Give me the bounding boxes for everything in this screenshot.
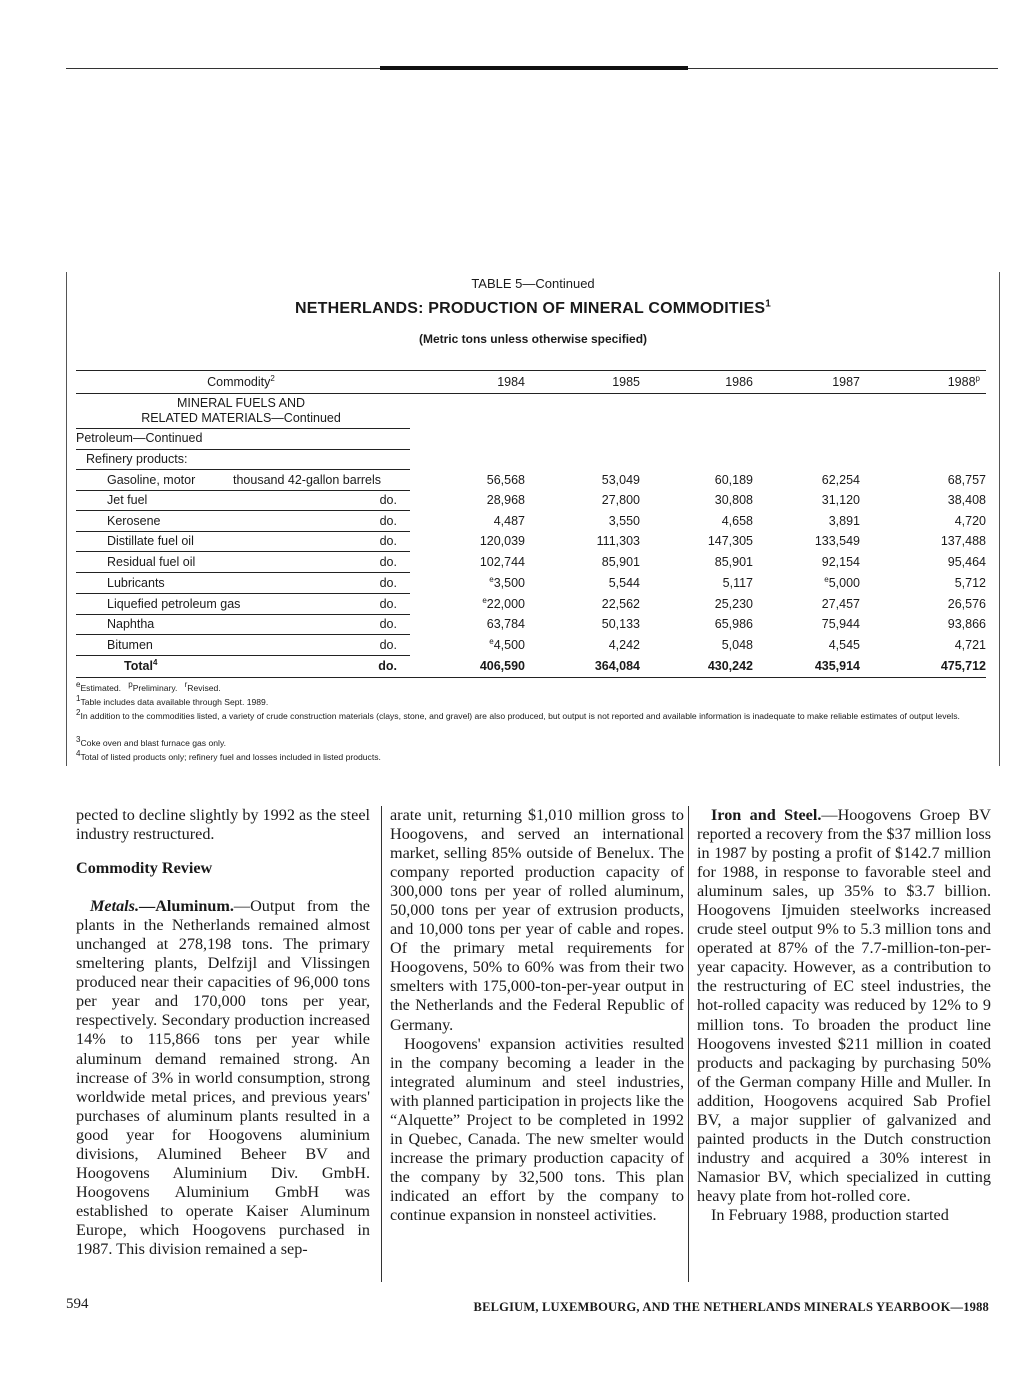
- row-commodity: Residual fuel oil: [107, 555, 196, 569]
- row-rule: [76, 469, 410, 470]
- row-rule: [76, 593, 410, 594]
- row-unit: do.: [379, 534, 397, 548]
- total-value: 475,712: [940, 659, 986, 673]
- row-unit: do.: [379, 576, 397, 590]
- table-number: TABLE 5—Continued: [471, 276, 595, 291]
- row-value: 26,576: [947, 597, 986, 611]
- row-rule: [76, 490, 410, 491]
- total-value: 430,242: [707, 659, 753, 673]
- row-commodity: Naphtha: [107, 617, 155, 631]
- row-commodity: Liquefied petroleum gas: [107, 597, 241, 611]
- total-value: 364,084: [594, 659, 640, 673]
- paragraph: arate unit, returning $1,010 million gross to Hoogovens, and served an international market, selling 85% outside of Benelux. The company reported production capacity of 300,000 tons per year of rolled aluminum, 50,000 tons per year of extrusion products, and 10,000 tons per year of cable and ropes. Of the primary metal requirements for Hoogovens, 50% to 60% was from their two smelters with 175,000-ton-per-year output in the Netherlands and the Federal Republic of Germany.: [390, 806, 684, 1034]
- row-value: 4,487: [493, 514, 525, 528]
- header-year: 1985: [612, 375, 640, 389]
- row-value: 93,866: [947, 617, 986, 631]
- text-column-2: [390, 806, 684, 1225]
- row-value: $^e$5,000: [824, 574, 860, 590]
- row-value: 5,544: [608, 576, 640, 590]
- row-value: $^e$4,500: [489, 636, 525, 652]
- paragraph: In February 1988, production started: [711, 1205, 949, 1224]
- total-unit: do.: [378, 659, 397, 673]
- page-number: 594: [66, 1296, 89, 1312]
- row-commodity: Bitumen: [107, 638, 153, 652]
- row-value: 133,549: [814, 534, 860, 548]
- row-value: 111,303: [596, 534, 640, 548]
- row-value: 147,305: [707, 534, 753, 548]
- row-unit: thousand 42-gallon barrels: [233, 473, 382, 487]
- row-unit: do.: [379, 493, 397, 507]
- row-value: 53,049: [601, 473, 640, 487]
- row-rule: [76, 510, 410, 511]
- table-title: NETHERLANDS: PRODUCTION OF MINERAL COMMODITIES$^1$: [295, 298, 771, 317]
- row-value: 50,133: [601, 617, 640, 631]
- row-rule: [76, 572, 410, 573]
- row-value: 27,800: [601, 493, 640, 507]
- row-value: $^e$3,500: [489, 574, 525, 590]
- row-value: 102,744: [479, 555, 525, 569]
- section-heading: Commodity Review: [76, 859, 213, 878]
- row-value: 68,757: [947, 473, 986, 487]
- header-top-rule: [76, 370, 986, 371]
- row-unit: do.: [379, 617, 397, 631]
- row-value: 28,968: [486, 493, 525, 507]
- row-value: 5,712: [954, 576, 986, 590]
- column-divider: [381, 806, 382, 1282]
- row-value: 65,986: [714, 617, 753, 631]
- row-value: 3,550: [608, 514, 640, 528]
- row-value: 63,784: [486, 617, 525, 631]
- total-value: 435,914: [814, 659, 860, 673]
- row-commodity: Kerosene: [107, 514, 161, 528]
- header-year: 1984: [497, 375, 525, 389]
- column-divider: [688, 806, 689, 1282]
- row-commodity: Jet fuel: [107, 493, 148, 507]
- row-value: $^e$22,000: [482, 595, 525, 611]
- row-value: 56,568: [486, 473, 525, 487]
- paragraph: pected to decline slightly by 1992 as the steel industry restructured.: [76, 806, 370, 844]
- row-value: 95,464: [947, 555, 986, 569]
- footnote-3: $^3$Coke oven and blast furnace gas only.: [76, 735, 227, 748]
- row-unit: do.: [379, 597, 397, 611]
- row-value: 5,048: [721, 638, 753, 652]
- row-rule: [76, 655, 410, 656]
- row-value: 22,562: [601, 597, 640, 611]
- row-unit: do.: [379, 638, 397, 652]
- paragraph: Iron and Steel.—Hoogovens Groep BV reported a recovery from the $37 million loss in 1987 by posting a profit of $142.7 million for 1988, in response to favorable steel and aluminum sales, up 35% to $3.7 billion. Hoogovens Ijmuiden steelworks increased crude steel output 9% to 5.3 million tons and operated at 87% of the 7.7-million-ton-per-year capacity. However, as a contribution to the restructuring of EC steel industries, the hot-rolled capacity was reduced by 12% to 9 million tons. To broaden the product line Hoogovens invested $211 million in coated products and packaging by purchasing 50% of the German company Hille and Muller. In addition, Hoogovens acquired Sab Profiel BV, a major supplier of galvanized and painted products in the Dutch construction industry and acquired a 30% interest in Namasior BV, which specialized in cutting heavy plate from hot-rolled core.: [697, 806, 991, 1205]
- row-value: 25,230: [714, 597, 753, 611]
- row-rule: [76, 614, 410, 615]
- row-value: 3,891: [828, 514, 860, 528]
- row-value: 5,117: [722, 576, 753, 590]
- row-value: 4,545: [828, 638, 860, 652]
- row-value: 85,901: [601, 555, 640, 569]
- row-value: 27,457: [821, 597, 860, 611]
- row-commodity: Gasoline, motor: [107, 473, 196, 487]
- row-value: 75,944: [821, 617, 860, 631]
- row-rule: [76, 634, 410, 635]
- row-rule: [76, 449, 410, 450]
- header-year: 1986: [725, 375, 753, 389]
- row-value: 92,154: [821, 555, 860, 569]
- total-value: 406,590: [479, 659, 525, 673]
- row-rule: [76, 531, 410, 532]
- row-value: 62,254: [821, 473, 860, 487]
- section-label: MINERAL FUELS AND: [176, 396, 306, 410]
- row-commodity: Lubricants: [107, 576, 165, 590]
- table-subtitle: (Metric tons unless otherwise specified): [418, 332, 648, 346]
- paragraph: Hoogovens' expansion activities resulted in the company becoming a leader in the integrated aluminum and steel industries, with planned participation in projects like the “Alquette” Project to be completed in 1992 in Quebec, Canada. The new smelter would increase the primary production capacity of the company by 32,500 tons. This plan indicated an effort by the company to continue expansion in nonsteel activities.: [390, 1034, 684, 1224]
- header-year: 1987: [832, 375, 860, 389]
- row-rule: [76, 428, 410, 429]
- total-label: Total$^4$: [124, 657, 158, 673]
- footnote-4: $^4$Total of listed products only; refinery fuel and losses included in listed products.: [76, 749, 381, 762]
- row-value: 4,721: [954, 638, 986, 652]
- row-value: 4,658: [721, 514, 753, 528]
- footnote-symbols: $^e$Estimated. $^p$Preliminary. $^r$Revised.: [76, 680, 221, 693]
- running-footer: BELGIUM, LUXEMBOURG, AND THE NETHERLANDS MINERALS YEARBOOK—1988: [473, 1300, 989, 1314]
- top-rule-bar: [380, 66, 688, 70]
- paragraph: Metals.—Aluminum.—Output from the plants in the Netherlands remained almost unchanged at 278,198 tons. The primary smeltering plants, Delfzijl and Vlissingen produced near their capacities of 96,000 tons per year and 170,000 tons per year, respectively. Secondary production increased 14% to 115,866 tons per year while aluminum demand remained strong. An increase of 3% in world consumption, strong worldwide metal prices, and previous years' purchases of aluminum plants resulted in a good year for Hoogovens aluminium divisions, Alumined Beheer BV and Hoogovens Aluminium Div. GmbH. Hoogovens Aluminium GmbH was established to operate Kaiser Aluminum Europe, which Hoogovens purchased in 1987. This division remained a sep-: [76, 897, 370, 1258]
- row-value: 120,039: [479, 534, 525, 548]
- footnote-2: $^2$In addition to the commodities listed, a variety of crude construction materials (clays, stone, and gravel) are also produced, but output is not reported and available information is inadequate to make reliable estimates of output levels.: [76, 708, 960, 721]
- row-value: 60,189: [714, 473, 753, 487]
- header-bottom-rule: [76, 393, 986, 394]
- header-year: 1988$^p$: [947, 373, 980, 389]
- row-unit: do.: [379, 514, 397, 528]
- table-bottom-rule: [76, 677, 986, 678]
- subgroup-label: Refinery products:: [86, 452, 188, 466]
- row-unit: do.: [379, 555, 397, 569]
- row-value: 85,901: [714, 555, 753, 569]
- section-label: RELATED MATERIALS—Continued: [141, 411, 341, 425]
- row-value: 38,408: [947, 493, 986, 507]
- row-value: 137,488: [940, 534, 986, 548]
- row-value: 4,720: [954, 514, 986, 528]
- row-value: 4,242: [608, 638, 640, 652]
- group-label: Petroleum—Continued: [76, 431, 203, 445]
- row-value: 30,808: [714, 493, 753, 507]
- row-value: 31,120: [821, 493, 860, 507]
- row-rule: [76, 551, 410, 552]
- text-column-1: [76, 806, 370, 1259]
- header-commodity: Commodity$^2$: [207, 373, 275, 389]
- text-column-3: [697, 806, 991, 1225]
- row-commodity: Distillate fuel oil: [107, 534, 194, 548]
- footnote-1: $^1$Table includes data available through Sept. 1989.: [76, 694, 269, 707]
